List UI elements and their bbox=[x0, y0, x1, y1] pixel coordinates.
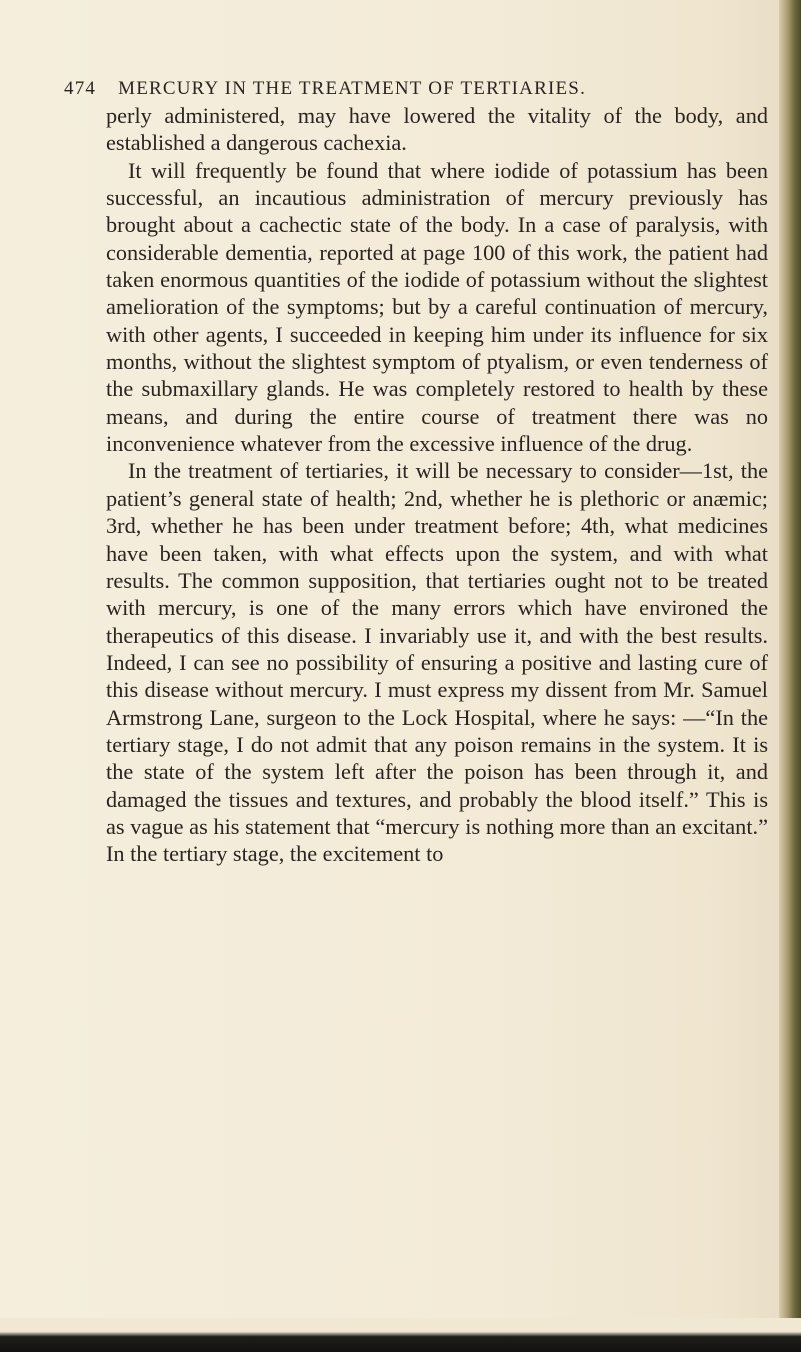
running-title: MERCURY IN THE TREATMENT OF TERTIARIES. bbox=[118, 78, 587, 99]
page-number: 474 bbox=[64, 78, 97, 99]
page-edge-right bbox=[779, 0, 801, 1352]
paragraph-treatment: In the treatment of tertiaries, it will be necessary to consider—1st, the patient’s general state of health; 2nd, whether he is plethoric or anæmic; 3rd, whether he has been under treatment before; 4th, what medicines have been taken, with what effects upon the system, and with what results. The common supposition, that tertiaries ought not to be treated with mercury, is one of the many errors which have environed the therapeutics of this disease. I invariably use it, and with the best results. Indeed, I can see no possibility of ensuring a positive and lasting cure of this disease without mercury. I must express my dissent from Mr. Samuel Armstrong Lane, surgeon to the Lock Hospital, where he says: —“In the tertiary stage, I do not admit that any poison remains in the system. It is the state of the system left after the poison has been through it, and damaged the tissues and textures, and probably the blood itself.” This is as vague as his statement that “mercury is nothing more than an excitant.” In the tertiary stage, the excitement to bbox=[106, 458, 768, 867]
paragraph-iodide: It will frequently be found that where iodide of potassium has been successful, an incautious administration of mercury previously has brought about a cachectic state of the body. In a case of paralysis, with considerable dementia, reported at page 100 of this work, the patient had taken enormous quantities of the iodide of potassium without the slightest amelioration of the symptoms; but by a careful continuation of mercury, with other agents, I succeeded in keeping him under its influence for six months, without the slightest symptom of ptyalism, or even tenderness of the submaxillary glands. He was completely restored to health by these means, and during the entire course of treatment there was no inconvenience whatever from the excessive influence of the drug. bbox=[106, 157, 768, 457]
body-text bbox=[106, 102, 768, 868]
page-edge-bottom bbox=[0, 1318, 801, 1352]
paragraph-continued: perly administered, may have lowered the vitality of the body, and established a dangerous cachexia. bbox=[106, 103, 768, 156]
running-head bbox=[64, 78, 664, 100]
